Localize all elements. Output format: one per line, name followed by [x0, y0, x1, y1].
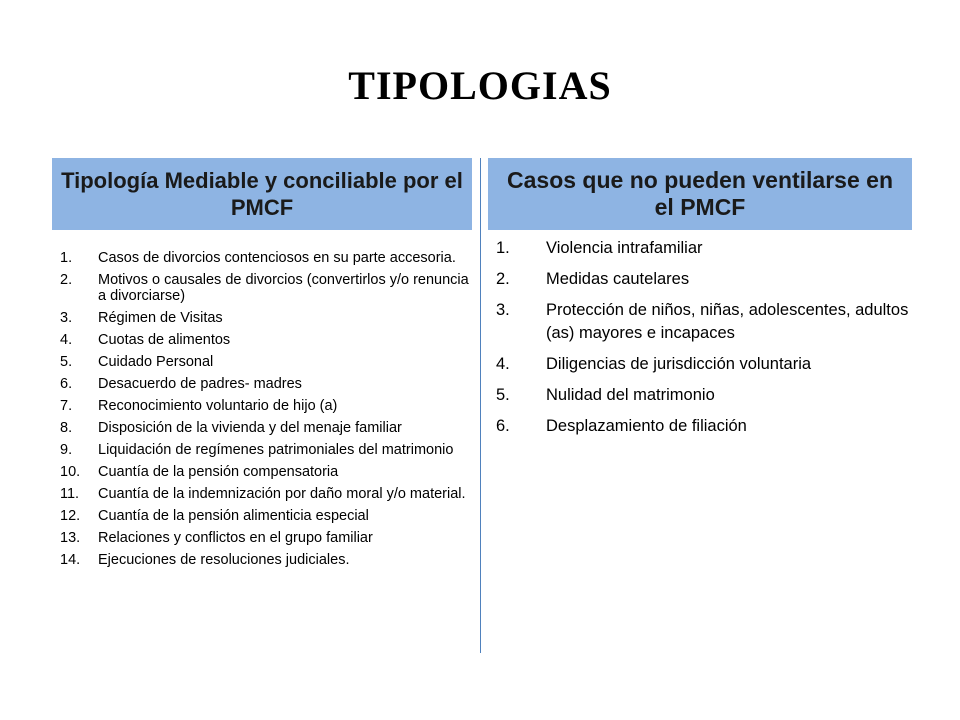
item-number: 4.	[60, 332, 73, 348]
item-text: Cuantía de la indemnización por daño moral y/o material.	[98, 486, 466, 502]
item-text: Casos de divorcios contenciosos en su parte accesoria.	[98, 250, 456, 266]
item-text: Violencia intrafamiliar	[546, 239, 703, 257]
list-item	[60, 310, 472, 326]
item-number: 5.	[496, 386, 510, 404]
item-text: Desplazamiento de filiación	[546, 417, 747, 435]
item-number: 8.	[60, 420, 73, 436]
list-item	[60, 442, 472, 458]
left-column-header	[52, 158, 472, 230]
left-column-header-text: Tipología Mediable y conciliable por el PMCF	[61, 168, 463, 220]
item-number: 11.	[60, 486, 80, 502]
list-item	[60, 250, 472, 266]
list-item	[60, 354, 472, 370]
list-item	[496, 353, 912, 376]
mediable-list	[60, 250, 472, 574]
item-number: 10.	[60, 464, 81, 480]
item-number: 1.	[60, 250, 73, 266]
item-text: Protección de niños, niñas, adolescentes, adultos (as) mayores e incapaces	[546, 301, 909, 342]
item-text: Motivos o causales de divorcios (convertirlos y/o renuncia a divorciarse)	[98, 272, 469, 304]
item-text: Nulidad del matrimonio	[546, 386, 715, 404]
item-text: Medidas cautelares	[546, 270, 690, 288]
item-number: 13.	[60, 530, 81, 546]
column-divider	[480, 158, 481, 653]
list-item	[60, 332, 472, 348]
item-number: 2.	[60, 272, 73, 288]
list-item	[60, 530, 472, 546]
item-number: 14.	[60, 552, 81, 568]
list-item	[60, 508, 472, 524]
item-text: Régimen de Visitas	[98, 310, 223, 326]
item-number: 3.	[496, 301, 510, 319]
item-text: Disposición de la vivienda y del menaje familiar	[98, 420, 402, 436]
list-item	[60, 272, 472, 304]
item-text: Cuotas de alimentos	[98, 332, 231, 348]
list-item	[60, 398, 472, 414]
item-text: Cuantía de la pensión alimenticia especial	[98, 508, 369, 524]
item-text: Cuidado Personal	[98, 354, 214, 370]
list-item	[60, 552, 472, 568]
list-item	[60, 464, 472, 480]
list-item	[496, 268, 912, 291]
item-text: Cuantía de la pensión compensatoria	[98, 464, 339, 480]
item-number: 12.	[60, 508, 81, 524]
list-item	[496, 415, 912, 438]
right-column-header-text: Casos que no pueden ventilarse en el PMCF	[507, 167, 893, 220]
item-number: 6.	[60, 376, 73, 392]
item-number: 9.	[60, 442, 73, 458]
right-column-header	[488, 158, 912, 230]
item-text: Desacuerdo de padres- madres	[98, 376, 302, 392]
item-text: Reconocimiento voluntario de hijo (a)	[98, 398, 338, 414]
excluded-cases-list	[496, 237, 912, 446]
item-number: 7.	[60, 398, 73, 414]
page-title: TIPOLOGIAS	[348, 63, 612, 108]
item-number: 1.	[496, 239, 510, 257]
item-number: 3.	[60, 310, 73, 326]
item-text: Diligencias de jurisdicción voluntaria	[546, 355, 812, 373]
item-text: Ejecuciones de resoluciones judiciales.	[98, 552, 350, 568]
list-item	[60, 420, 472, 436]
item-number: 4.	[496, 355, 510, 373]
list-item	[496, 299, 912, 345]
item-text: Relaciones y conflictos en el grupo familiar	[98, 530, 373, 546]
list-item	[60, 486, 472, 502]
item-number: 5.	[60, 354, 73, 370]
item-number: 6.	[496, 417, 510, 435]
list-item	[496, 237, 912, 260]
list-item	[496, 384, 912, 407]
item-text: Liquidación de regímenes patrimoniales del matrimonio	[98, 442, 454, 458]
item-number: 2.	[496, 270, 510, 288]
list-item	[60, 376, 472, 392]
